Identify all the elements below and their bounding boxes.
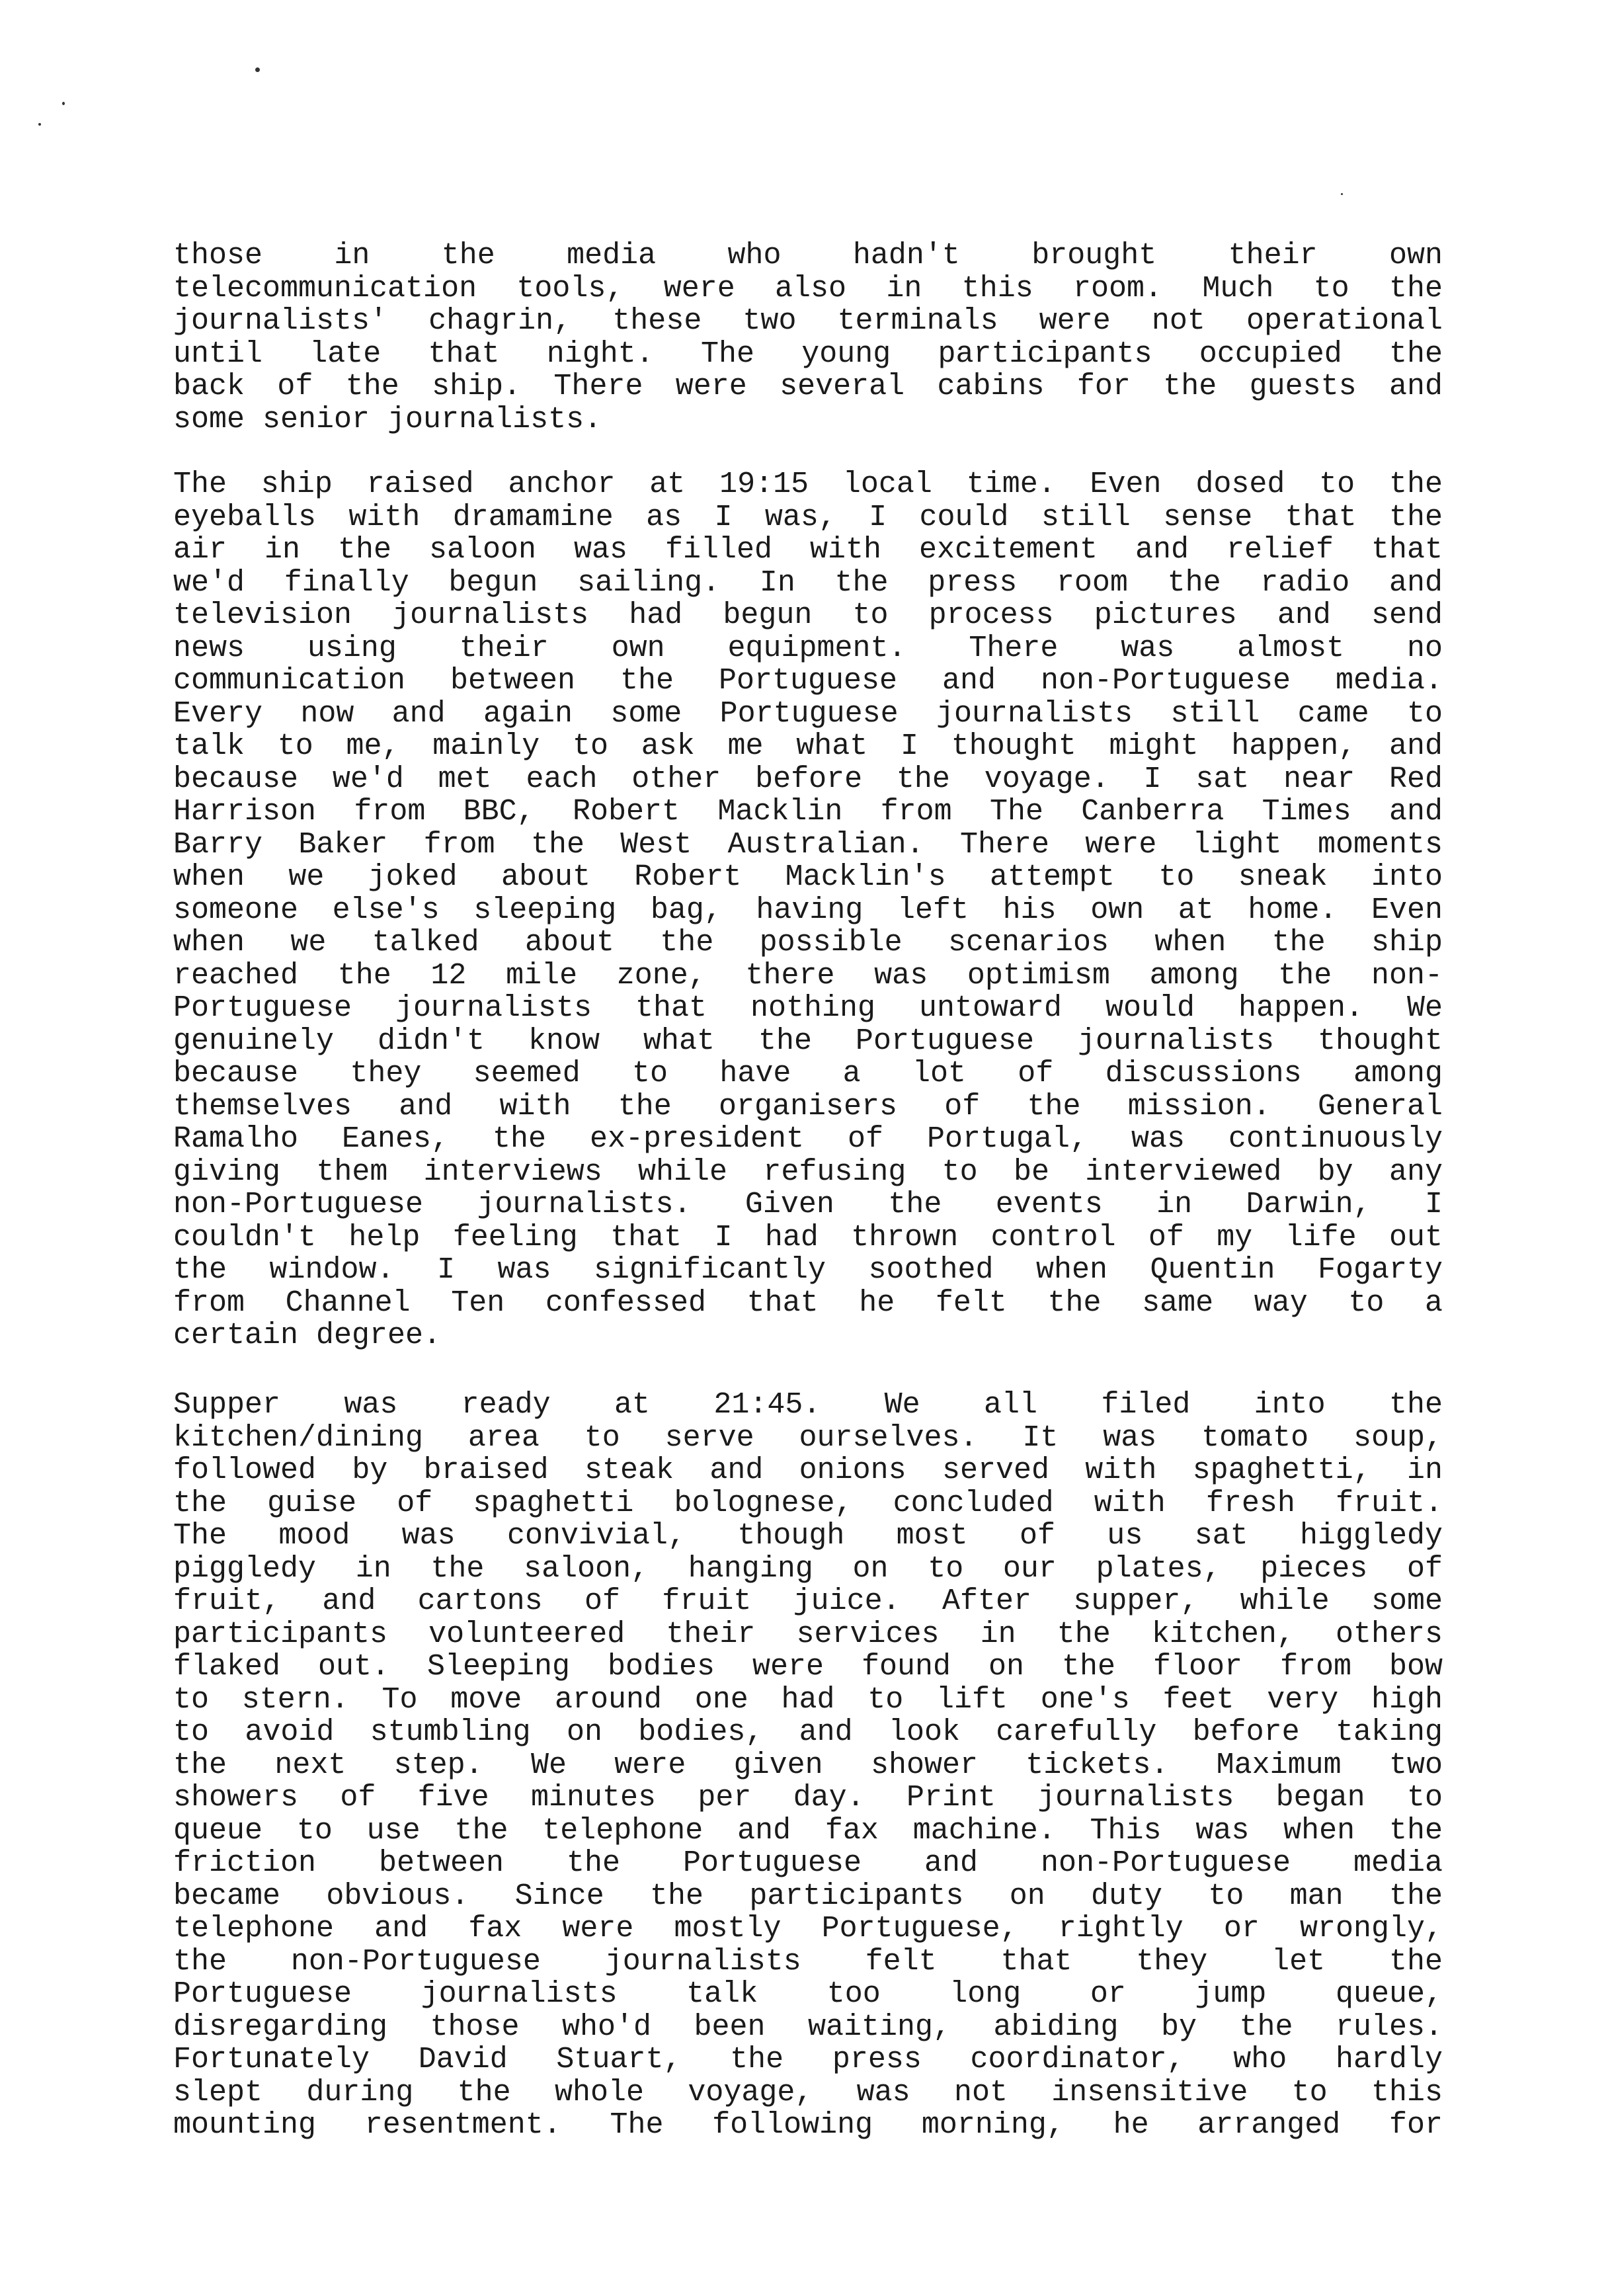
scan-speck bbox=[255, 67, 260, 72]
text-line: communication between the Portuguese and non-Portuguese media. bbox=[173, 665, 1443, 698]
text-line: friction between the Portuguese and non-Portuguese media bbox=[173, 1847, 1443, 1880]
text-line: talk to me, mainly to ask me what I thought might happen, and bbox=[173, 730, 1443, 763]
text-line: Every now and again some Portuguese journalists still came to bbox=[173, 697, 1443, 730]
text-line: when we joked about Robert Macklin's attempt to sneak into bbox=[173, 861, 1443, 894]
text-line: Ramalho Eanes, the ex-president of Portugal, was continuously bbox=[173, 1123, 1443, 1156]
text-line: queue to use the telephone and fax machine. This was when the bbox=[173, 1814, 1443, 1847]
text-line: the next step. We were given shower tickets. Maximum two bbox=[173, 1748, 1443, 1782]
text-line: mounting resentment. The following morning, he arranged for bbox=[173, 2109, 1443, 2142]
text-line: when we talked about the possible scenarios when the ship bbox=[173, 926, 1443, 960]
paragraph-1 bbox=[173, 239, 1443, 436]
text-line: we'd finally begun sailing. In the press room the radio and bbox=[173, 566, 1443, 599]
text-line: giving them interviews while refusing to be interviewed by any bbox=[173, 1155, 1443, 1188]
text-line: Barry Baker from the West Australian. There were light moments bbox=[173, 828, 1443, 861]
scan-speck bbox=[1341, 193, 1343, 195]
scan-speck bbox=[62, 102, 65, 105]
text-line: eyeballs with dramamine as I was, I could still sense that the bbox=[173, 501, 1443, 534]
paragraph-3 bbox=[173, 1389, 1443, 2142]
text-line: to avoid stumbling on bodies, and look carefully before taking bbox=[173, 1716, 1443, 1749]
text-line: the guise of spaghetti bolognese, concluded with fresh fruit. bbox=[173, 1487, 1443, 1520]
text-line: telephone and fax were mostly Portuguese, rightly or wrongly, bbox=[173, 1912, 1443, 1946]
text-line: television journalists had begun to process pictures and send bbox=[173, 599, 1443, 632]
text-line: kitchen/dining area to serve ourselves. It was tomato soup, bbox=[173, 1421, 1443, 1454]
text-line: Harrison from BBC, Robert Macklin from The Canberra Times and bbox=[173, 796, 1443, 829]
text-line: participants volunteered their services in the kitchen, others bbox=[173, 1618, 1443, 1651]
text-line: Portuguese journalists that nothing untoward would happen. We bbox=[173, 992, 1443, 1025]
text-line: those in the media who hadn't brought their own bbox=[173, 239, 1443, 272]
text-line: certain degree. bbox=[173, 1319, 442, 1352]
text-line: couldn't help feeling that I had thrown control of my life out bbox=[173, 1221, 1443, 1254]
text-line: journalists' chagrin, these two terminals were not operational bbox=[173, 305, 1443, 338]
text-line: the window. I was significantly soothed when Quentin Fogarty bbox=[173, 1254, 1443, 1287]
text-line: the non-Portuguese journalists felt that they let the bbox=[173, 1945, 1443, 1978]
text-line: someone else's sleeping bag, having left his own at home. Even bbox=[173, 893, 1443, 926]
text-line: followed by braised steak and onions served with spaghetti, in bbox=[173, 1454, 1443, 1487]
text-line: non-Portuguese journalists. Given the events in Darwin, I bbox=[173, 1188, 1443, 1221]
text-line: some senior journalists. bbox=[173, 403, 602, 436]
text-line: air in the saloon was filled with excitement and relief that bbox=[173, 534, 1443, 567]
text-line: until late that night. The young participants occupied the bbox=[173, 337, 1443, 370]
text-line: Fortunately David Stuart, the press coordinator, who hardly bbox=[173, 2043, 1443, 2076]
scan-speck bbox=[38, 123, 41, 126]
text-line: disregarding those who'd been waiting, abiding by the rules. bbox=[173, 2010, 1443, 2043]
text-line: news using their own equipment. There was almost no bbox=[173, 632, 1443, 665]
text-line: to stern. To move around one had to lift one's feet very high bbox=[173, 1683, 1443, 1716]
text-line: telecommunication tools, were also in this room. Much to the bbox=[173, 272, 1443, 305]
text-line: The ship raised anchor at 19:15 local time. Even dosed to the bbox=[173, 468, 1443, 501]
paragraph-2 bbox=[173, 468, 1443, 1352]
text-line: slept during the whole voyage, was not insensitive to this bbox=[173, 2076, 1443, 2109]
text-line: showers of five minutes per day. Print journalists began to bbox=[173, 1782, 1443, 1815]
text-line: fruit, and cartons of fruit juice. After supper, while some bbox=[173, 1585, 1443, 1618]
text-line: piggledy in the saloon, hanging on to our plates, pieces of bbox=[173, 1552, 1443, 1585]
text-line: back of the ship. There were several cabins for the guests and bbox=[173, 370, 1443, 403]
text-line: Portuguese journalists talk too long or jump queue, bbox=[173, 1978, 1443, 2011]
text-line: became obvious. Since the participants on duty to man the bbox=[173, 1879, 1443, 1912]
text-line: Supper was ready at 21:45. We all filed into the bbox=[173, 1389, 1443, 1422]
text-line: themselves and with the organisers of the mission. General bbox=[173, 1090, 1443, 1123]
text-line: because we'd met each other before the voyage. I sat near Red bbox=[173, 762, 1443, 796]
text-line: reached the 12 mile zone, there was optimism among the non- bbox=[173, 959, 1443, 992]
text-line: The mood was convivial, though most of us sat higgledy bbox=[173, 1520, 1443, 1553]
text-line: genuinely didn't know what the Portuguese journalists thought bbox=[173, 1024, 1443, 1057]
text-line: from Channel Ten confessed that he felt the same way to a bbox=[173, 1286, 1443, 1319]
text-line: because they seemed to have a lot of discussions among bbox=[173, 1057, 1443, 1090]
text-line: flaked out. Sleeping bodies were found on the floor from bow bbox=[173, 1651, 1443, 1684]
